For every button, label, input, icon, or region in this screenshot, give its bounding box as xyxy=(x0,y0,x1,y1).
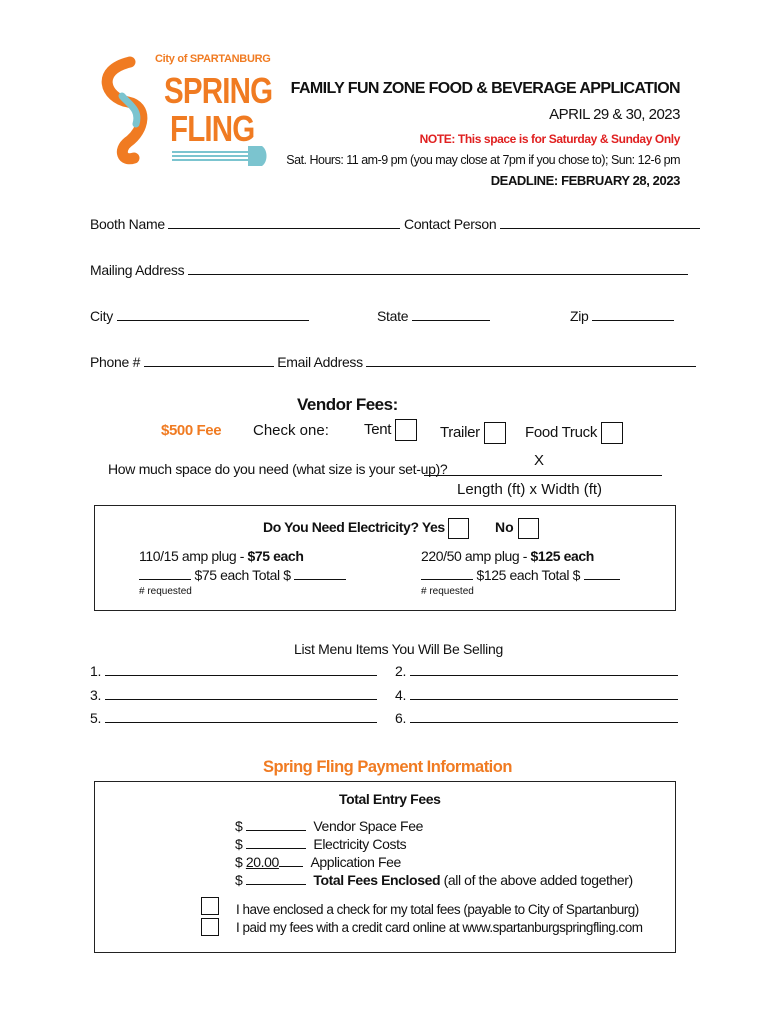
food-truck-checkbox[interactable] xyxy=(601,422,623,444)
electricity-no-label: No xyxy=(495,519,514,536)
logo-city-text: City of SPARTANBURG xyxy=(155,53,271,65)
menu-item-6: 6. xyxy=(395,710,678,726)
payment-box: Total Entry Fees $ Vendor Space Fee $ Electricity Costs $ 20.00 Application Fee $ Total Fees Enclosed (all of the above added together) I have enclosed a check for my total fees (payable to City of Spartanburg) I paid my fees with a credit card online at www.spartanburgspringfling.com xyxy=(94,781,676,953)
city-label: City xyxy=(90,308,113,324)
plug1-requested-label: # requested xyxy=(139,586,192,597)
menu-item-1-field[interactable] xyxy=(105,674,377,676)
spring-fling-logo xyxy=(100,50,273,180)
trailer-label: Trailer xyxy=(440,423,480,441)
credit-card-checkbox[interactable] xyxy=(201,918,219,936)
space-size-field[interactable] xyxy=(424,475,662,476)
menu-item-5: 5. xyxy=(90,710,377,726)
electricity-costs-label: Electricity Costs xyxy=(313,836,407,852)
plug1-label: 110/15 amp plug - xyxy=(139,548,248,564)
menu-heading: List Menu Items You Will Be Selling xyxy=(294,641,503,657)
menu-item-3-field[interactable] xyxy=(105,698,377,700)
fee-amount: $500 Fee xyxy=(161,422,222,439)
total-entry-fees-heading: Total Entry Fees xyxy=(339,791,441,807)
state-field[interactable] xyxy=(412,319,490,321)
plug1-each: $75 each xyxy=(194,567,249,583)
food-truck-label: Food Truck xyxy=(525,423,598,441)
check-enclosed-checkbox[interactable] xyxy=(201,897,219,915)
total-fees-field[interactable] xyxy=(246,883,306,885)
menu-item-4-field[interactable] xyxy=(410,698,678,700)
plug1-quantity-field[interactable] xyxy=(139,578,191,580)
zip-field[interactable] xyxy=(592,319,674,321)
menu-item-2: 2. xyxy=(395,663,678,679)
electricity-yes-label: Yes xyxy=(421,519,445,536)
vendor-fees-heading: Vendor Fees: xyxy=(297,395,398,414)
electricity-no-checkbox[interactable] xyxy=(518,518,539,539)
tent-label: Tent xyxy=(364,420,392,438)
vendor-space-fee-field[interactable] xyxy=(246,829,306,831)
plug2-quantity-field[interactable] xyxy=(421,578,473,580)
application-fee-amount: 20.00 xyxy=(245,854,279,870)
trailer-checkbox[interactable] xyxy=(484,422,506,444)
vendor-space-fee-label: Vendor Space Fee xyxy=(313,818,423,834)
payment-heading: Spring Fling Payment Information xyxy=(263,758,512,776)
event-hours: Sat. Hours: 11 am-9 pm (you may close at 7pm if you chose to); Sun: 12-6 pm xyxy=(286,153,680,167)
city-field[interactable] xyxy=(117,319,309,321)
check-one-label: Check one: xyxy=(253,422,329,439)
menu-item-1: 1. xyxy=(90,663,377,679)
electricity-costs-field[interactable] xyxy=(246,847,306,849)
application-fee-label: Application Fee xyxy=(310,854,401,870)
mailing-address-field[interactable] xyxy=(188,273,688,275)
zip-label: Zip xyxy=(570,308,589,324)
plug1-total-field[interactable] xyxy=(294,578,346,580)
booth-name-label: Booth Name xyxy=(90,216,165,232)
event-dates: APRIL 29 & 30, 2023 xyxy=(549,106,680,123)
menu-item-4: 4. xyxy=(395,687,678,703)
form-title: FAMILY FUN ZONE FOOD & BEVERAGE APPLICATION xyxy=(290,80,680,97)
total-fees-label: Total Fees Enclosed xyxy=(313,872,441,888)
plug2-total-field[interactable] xyxy=(584,578,620,580)
plug1-total-label: Total $ xyxy=(252,567,291,583)
check-enclosed-label: I have enclosed a check for my total fees (payable to City of Spartanburg) xyxy=(236,902,639,917)
total-fees-note: (all of the above added together) xyxy=(443,872,633,888)
plug2-total-label: Total $ xyxy=(541,567,580,583)
plug2-requested-label: # requested xyxy=(421,586,474,597)
tent-checkbox[interactable] xyxy=(395,419,417,441)
electricity-question: Do You Need Electricity? xyxy=(263,519,419,536)
menu-item-5-field[interactable] xyxy=(105,721,377,723)
state-label: State xyxy=(377,308,409,324)
booth-name-field[interactable] xyxy=(168,227,400,229)
space-question: How much space do you need (what size is your set-up)? xyxy=(108,461,448,477)
phone-label: Phone # xyxy=(90,354,141,370)
plug1-price: $75 each xyxy=(247,548,304,564)
email-field[interactable] xyxy=(366,365,696,367)
space-x-mark: X xyxy=(534,452,545,469)
mailing-address-label: Mailing Address xyxy=(90,262,185,278)
menu-item-3: 3. xyxy=(90,687,377,703)
saturday-sunday-note: NOTE: This space is for Saturday & Sunday Only xyxy=(419,132,680,146)
menu-item-6-field[interactable] xyxy=(410,721,678,723)
credit-card-label: I paid my fees with a credit card online at www.spartanburgspringfling.com xyxy=(236,920,643,935)
logo-spring-text: SPRING xyxy=(164,70,273,111)
deadline: DEADLINE: FEBRUARY 28, 2023 xyxy=(490,173,680,188)
plug2-label: 220/50 amp plug - xyxy=(421,548,531,564)
plug2-price: $125 each xyxy=(530,548,594,564)
contact-person-label: Contact Person xyxy=(404,216,497,232)
menu-item-2-field[interactable] xyxy=(410,674,678,676)
logo-fling-text: FLING xyxy=(170,108,255,149)
dimension-label: Length (ft) x Width (ft) xyxy=(457,481,603,498)
plug2-each: $125 each xyxy=(476,567,539,583)
electricity-yes-checkbox[interactable] xyxy=(448,518,469,539)
phone-field[interactable] xyxy=(144,365,274,367)
contact-person-field[interactable] xyxy=(500,227,700,229)
email-label: Email Address xyxy=(277,354,363,370)
electricity-box xyxy=(94,505,676,611)
